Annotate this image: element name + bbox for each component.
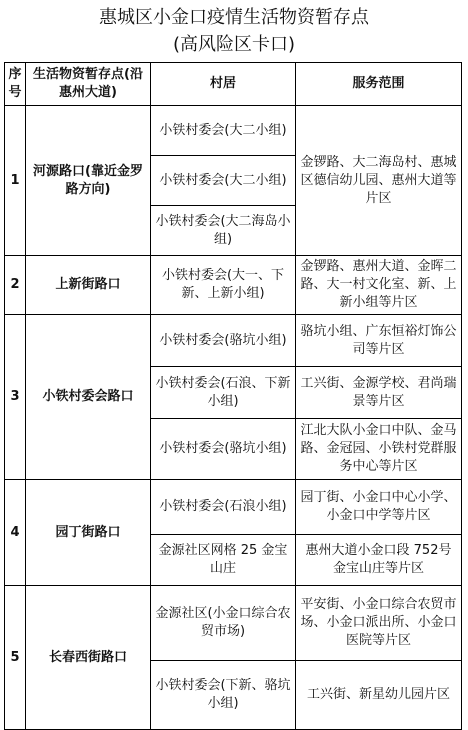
- village-cell: 小铁村委会(大二海岛小组): [151, 206, 296, 256]
- row-number: 2: [5, 256, 26, 315]
- village-cell: 小铁村委会(石浪、下新小组): [151, 367, 296, 419]
- header-area: 服务范围: [296, 63, 462, 106]
- site-cell: 上新街路口: [26, 256, 151, 315]
- site-cell: 河源路口(靠近金罗路方向): [26, 106, 151, 256]
- row-number: 4: [5, 480, 26, 586]
- area-cell: 工兴街、金源学校、君尚瑞景等片区: [296, 367, 462, 419]
- area-cell: 惠州大道小金口段 752号金宝山庄等片区: [296, 535, 462, 586]
- area-cell: 工兴街、新星幼儿园片区: [296, 661, 462, 730]
- table-row: [5, 586, 462, 661]
- area-cell: 金锣路、大二海岛村、惠城区德信幼儿园、惠州大道等片区: [296, 106, 462, 256]
- site-cell: 长春西街路口: [26, 586, 151, 730]
- table-row: [5, 480, 462, 535]
- stockpile-table: [4, 62, 462, 730]
- site-cell: 园丁街路口: [26, 480, 151, 586]
- area-cell: 园丁街、小金口中心小学、小金口中学等片区: [296, 480, 462, 535]
- village-cell: 金源社区(小金口综合农贸市场): [151, 586, 296, 661]
- village-cell: 小铁村委会(大二小组): [151, 156, 296, 206]
- title-line-1: 惠城区小金口疫情生活物资暂存点: [99, 7, 369, 28]
- village-cell: 小铁村委会(骆坑小组): [151, 419, 296, 480]
- village-cell: 小铁村委会(石浪小组): [151, 480, 296, 535]
- table-row: [5, 256, 462, 315]
- title-line-2: (高风险区卡口): [172, 34, 296, 55]
- area-cell: 平安街、小金口综合农贸市场、小金口派出所、小金口医院等片区: [296, 586, 462, 661]
- village-cell: 金源社区网格 25 金宝山庄: [151, 535, 296, 586]
- village-cell: 小铁村委会(大一、下新、上新小组): [151, 256, 296, 315]
- table-row: [5, 106, 462, 156]
- area-cell: 金锣路、惠州大道、金晖二路、大一村文化室、新、上新小组等片区: [296, 256, 462, 315]
- area-cell: 骆坑小组、广东恒裕灯饰公司等片区: [296, 315, 462, 367]
- page-title: [0, 0, 468, 58]
- site-cell: 小铁村委会路口: [26, 315, 151, 480]
- row-number: 5: [5, 586, 26, 730]
- header-no: 序号: [5, 63, 26, 106]
- row-number: 1: [5, 106, 26, 256]
- village-cell: 小铁村委会(大二小组): [151, 106, 296, 156]
- row-number: 3: [5, 315, 26, 480]
- village-cell: 小铁村委会(骆坑小组): [151, 315, 296, 367]
- area-cell: 江北大队小金口中队、金马路、金冠园、小铁村党群服务中心等片区: [296, 419, 462, 480]
- header-village: 村居: [151, 63, 296, 106]
- village-cell: 小铁村委会(下新、骆坑小组): [151, 661, 296, 730]
- header-site: 生活物资暂存点(沿惠州大道): [26, 63, 151, 106]
- table-row: [5, 315, 462, 367]
- table-header-row: [5, 63, 462, 106]
